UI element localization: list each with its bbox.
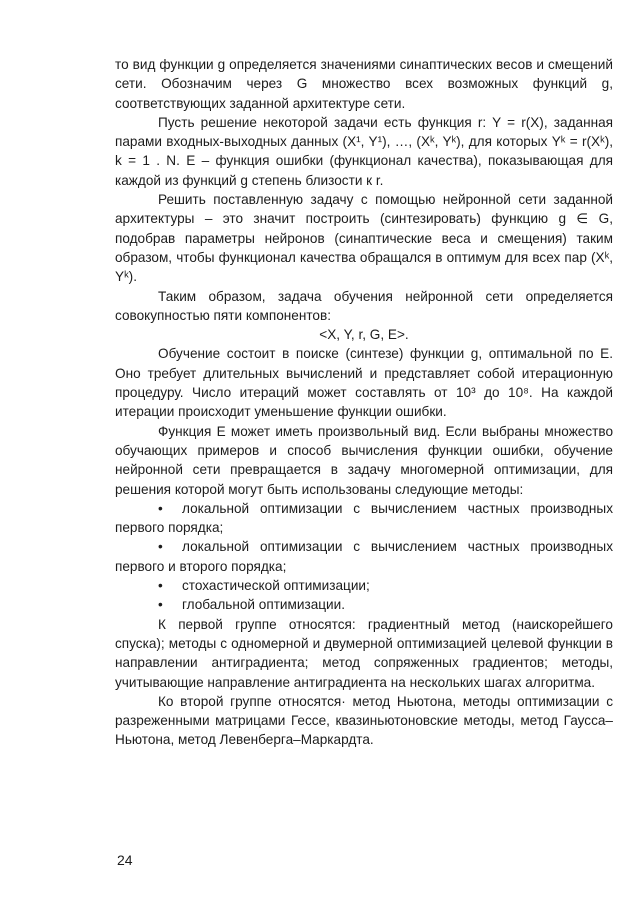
bullet-text: глобальной оптимизации. — [182, 597, 346, 613]
bullet-icon: • — [158, 500, 163, 516]
bullet-text: локальной оптимизации с вычислением частных производных первого и второго порядка; — [115, 539, 613, 574]
paragraph-1: то вид функции g определяется значениями синаптических весов и смещений сети. Обозначим через G множество всех возможных функций g, соответствующих заданной архитектуре сети. — [115, 57, 613, 111]
page-number: 24 — [117, 852, 133, 868]
paragraph-7: К первой группе относятся: градиентный метод (наискорейшего спуска); методы с одномерной и двумерной оптимизацией целевой функции в направлении антиградиента; метод сопряженных градиентов; методы, учитывающие направление антиградиента на нескольких шагах алгоритма. — [115, 616, 613, 690]
bullet-item-2 — [115, 537, 613, 576]
bullet-icon: • — [158, 578, 163, 594]
body-text — [115, 55, 613, 750]
bullet-text: стохастической оптимизации; — [182, 578, 370, 594]
bullet-item-4 — [115, 595, 613, 614]
bullet-item-1 — [115, 499, 613, 538]
paragraph-8: Ко второй группе относятся· метод Ньютона, методы оптимизации с разреженными матрицами Гессе, квазиньютоновские методы, метод Гаусса–Ньютона, метод Левенберга–Маркардта. — [115, 693, 613, 748]
bullet-text: локальной оптимизации с вычислением частных производных первого порядка; — [115, 500, 613, 536]
bullet-icon: • — [158, 539, 163, 555]
formula: <X, Y, r, G, E>. — [319, 327, 409, 343]
bullet-icon: • — [158, 597, 163, 613]
paragraph-5: Обучение состоит в поиске (синтезе) функции g, оптимальной по E. Оно требует длительных вычислений и представляет собой итерационную процедуру. Число итераций может составлять от 10³ до 10⁸. На каждой итерации происходит уменьшение функции ошибки. — [115, 346, 613, 420]
paragraph-6: Функция E может иметь произвольный вид. Если выбраны множество обучающих примеров и способ вычисления функции ошибки, обучение нейронной сети превращается в задачу многомерной оптимизации, для решения которой могут быть использованы следующие методы: — [115, 423, 613, 497]
paragraph-4: Таким образом, задача обучения нейронной сети определяется совокупностью пяти компонентов: — [115, 288, 613, 323]
paragraph-2: Пусть решение некоторой задачи есть функция r: Y = r(X), заданная парами входных-выходных данных (X¹, Y¹), …, (Xᵏ, Yᵏ), для которых Yᵏ = r(Xᵏ), k = 1 . N. E – функция ошибки (функционал качества), показывающая для каждой из функций g степень близости к r. — [115, 114, 613, 188]
bullet-item-3 — [115, 576, 613, 595]
paragraph-3: Решить поставленную задачу с помощью нейронной сети заданной архитектуры – это значит построить (синтезировать) функцию g ∈ G, подобрав параметры нейронов (синаптические веса и смещения) таким образом, чтобы функционал качества обращался в оптимум для всех пар (Xᵏ, Yᵏ). — [115, 192, 613, 285]
